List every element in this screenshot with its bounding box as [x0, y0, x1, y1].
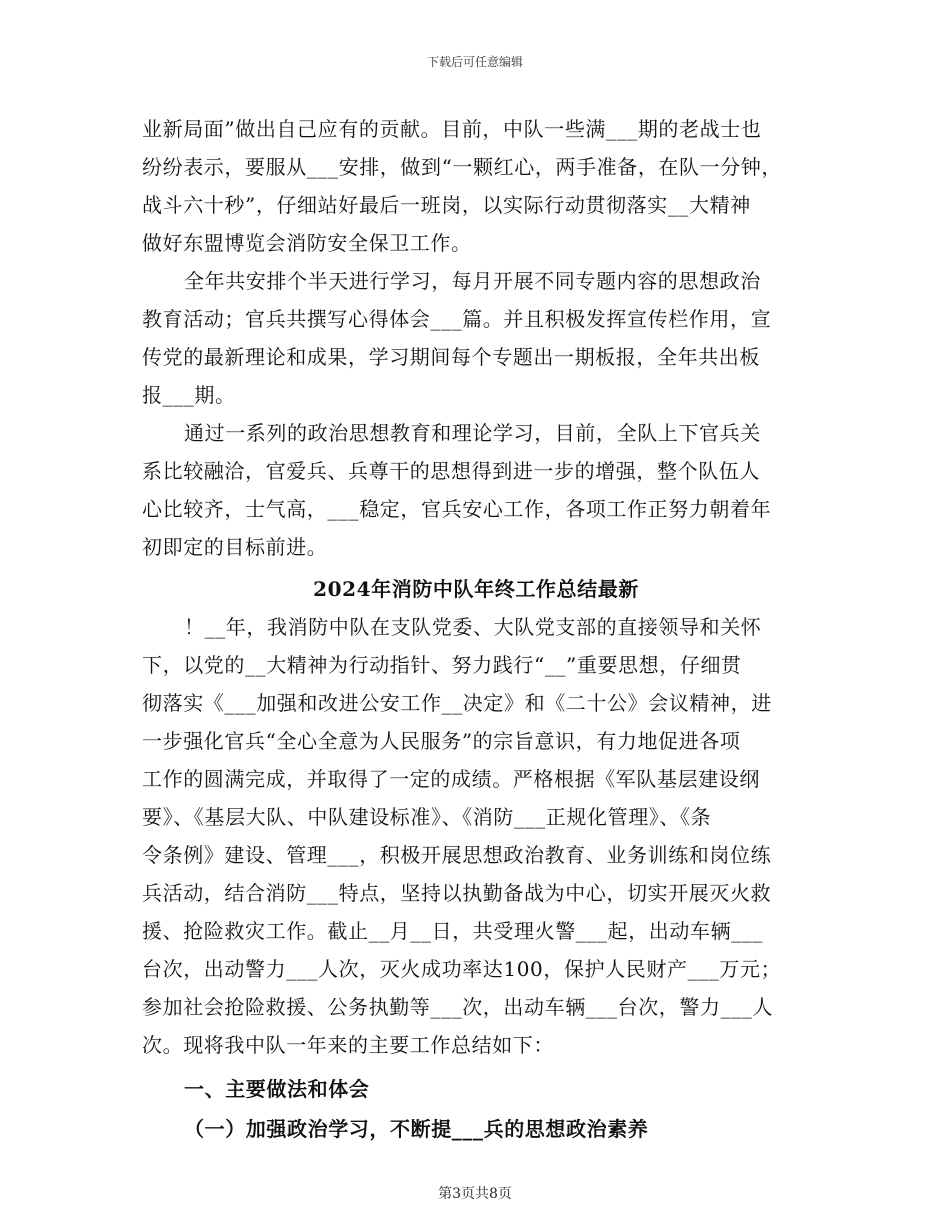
text-line: 通过一系列的政治思想教育和理论学习，目前，全队上下官兵关 — [184, 421, 761, 445]
text-line: 教育活动；官兵共撰写心得体会___篇。并且积极发挥宣传栏作用，宣 — [142, 307, 772, 331]
text-line: 台次，出动警力___人次，灭火成功率达100，保护人民财产___万元； — [142, 957, 782, 981]
text-line: 战斗六十秒”，仔细站好最后一班岗，以实际行动贯彻落实__大精神 — [142, 193, 751, 217]
text-line: 心比较齐，士气高，___稳定，官兵安心工作，各项工作正努力朝着年 — [142, 497, 772, 521]
text-line: 令条例》建设、管理___，积极开展思想政治教育、业务训练和岗位练 — [142, 843, 772, 867]
text-line: 报___期。 — [142, 383, 236, 407]
text-line: 一步强化官兵“全心全意为人民服务”的宗旨意识，有力地促进各项 — [142, 729, 741, 753]
document-body — [142, 110, 810, 1148]
text-line: 次。现将我中队一年来的主要工作总结如下： — [142, 1033, 554, 1057]
text-line: 传党的最新理论和成果，学习期间每个专题出一期板报，全年共出板 — [142, 345, 760, 369]
text-line: 做好东盟博览会消防安全保卫工作。 — [142, 231, 472, 255]
subsection-heading: （一）加强政治学习，不断提___兵的思想政治素养 — [184, 1117, 649, 1141]
text-line: 兵活动，结合消防___特点，坚持以执勤备战为中心，切实开展灭火救 — [142, 881, 772, 905]
page-footer: 第3页共8页 — [438, 1186, 512, 1202]
text-line: 全年共安排个半天进行学习，每月开展不同专题内容的思想政治 — [184, 269, 761, 293]
text-line: 参加社会抢险救援、公务执勤等___次，出动车辆___台次，警力___人 — [142, 995, 773, 1019]
text-line: 工作的圆满完成，并取得了一定的成绩。严格根据《军队基层建设纲 — [142, 767, 760, 791]
text-line: 纷纷表示，要服从___安排，做到“一颗红心，两手准备，在队一分钟， — [142, 155, 783, 179]
page-header: 下载后可任意编辑 — [426, 55, 523, 69]
text-line: 下，以党的__大精神为行动指针、努力践行“__”重要思想，仔细贯 — [142, 653, 742, 677]
document-title: 2024年消防中队年终工作总结最新 — [313, 577, 639, 601]
text-line: 初即定的目标前进。 — [142, 535, 328, 559]
text-line: 援、抢险救灾工作。截止__月__日，共受理火警___起，出动车辆___ — [142, 919, 763, 943]
section-heading: 一、主要做法和体会 — [184, 1077, 370, 1101]
text-line: 要》、《基层大队、中队建设标准》、《消防___正规化管理》、《条 — [142, 805, 712, 829]
text-line: 业新局面”做出自己应有的贡献。目前，中队一些满___期的老战士也 — [142, 117, 762, 141]
text-line: ！__年，我消防中队在支队党委、大队党支部的直接领导和关怀 — [184, 615, 762, 639]
text-line: 系比较融洽，官爱兵、兵尊干的思想得到进一步的增强，整个队伍人 — [142, 459, 760, 483]
text-line: 彻落实《___加强和改进公安工作__决定》和《二十公》会议精神，进 — [142, 691, 772, 715]
